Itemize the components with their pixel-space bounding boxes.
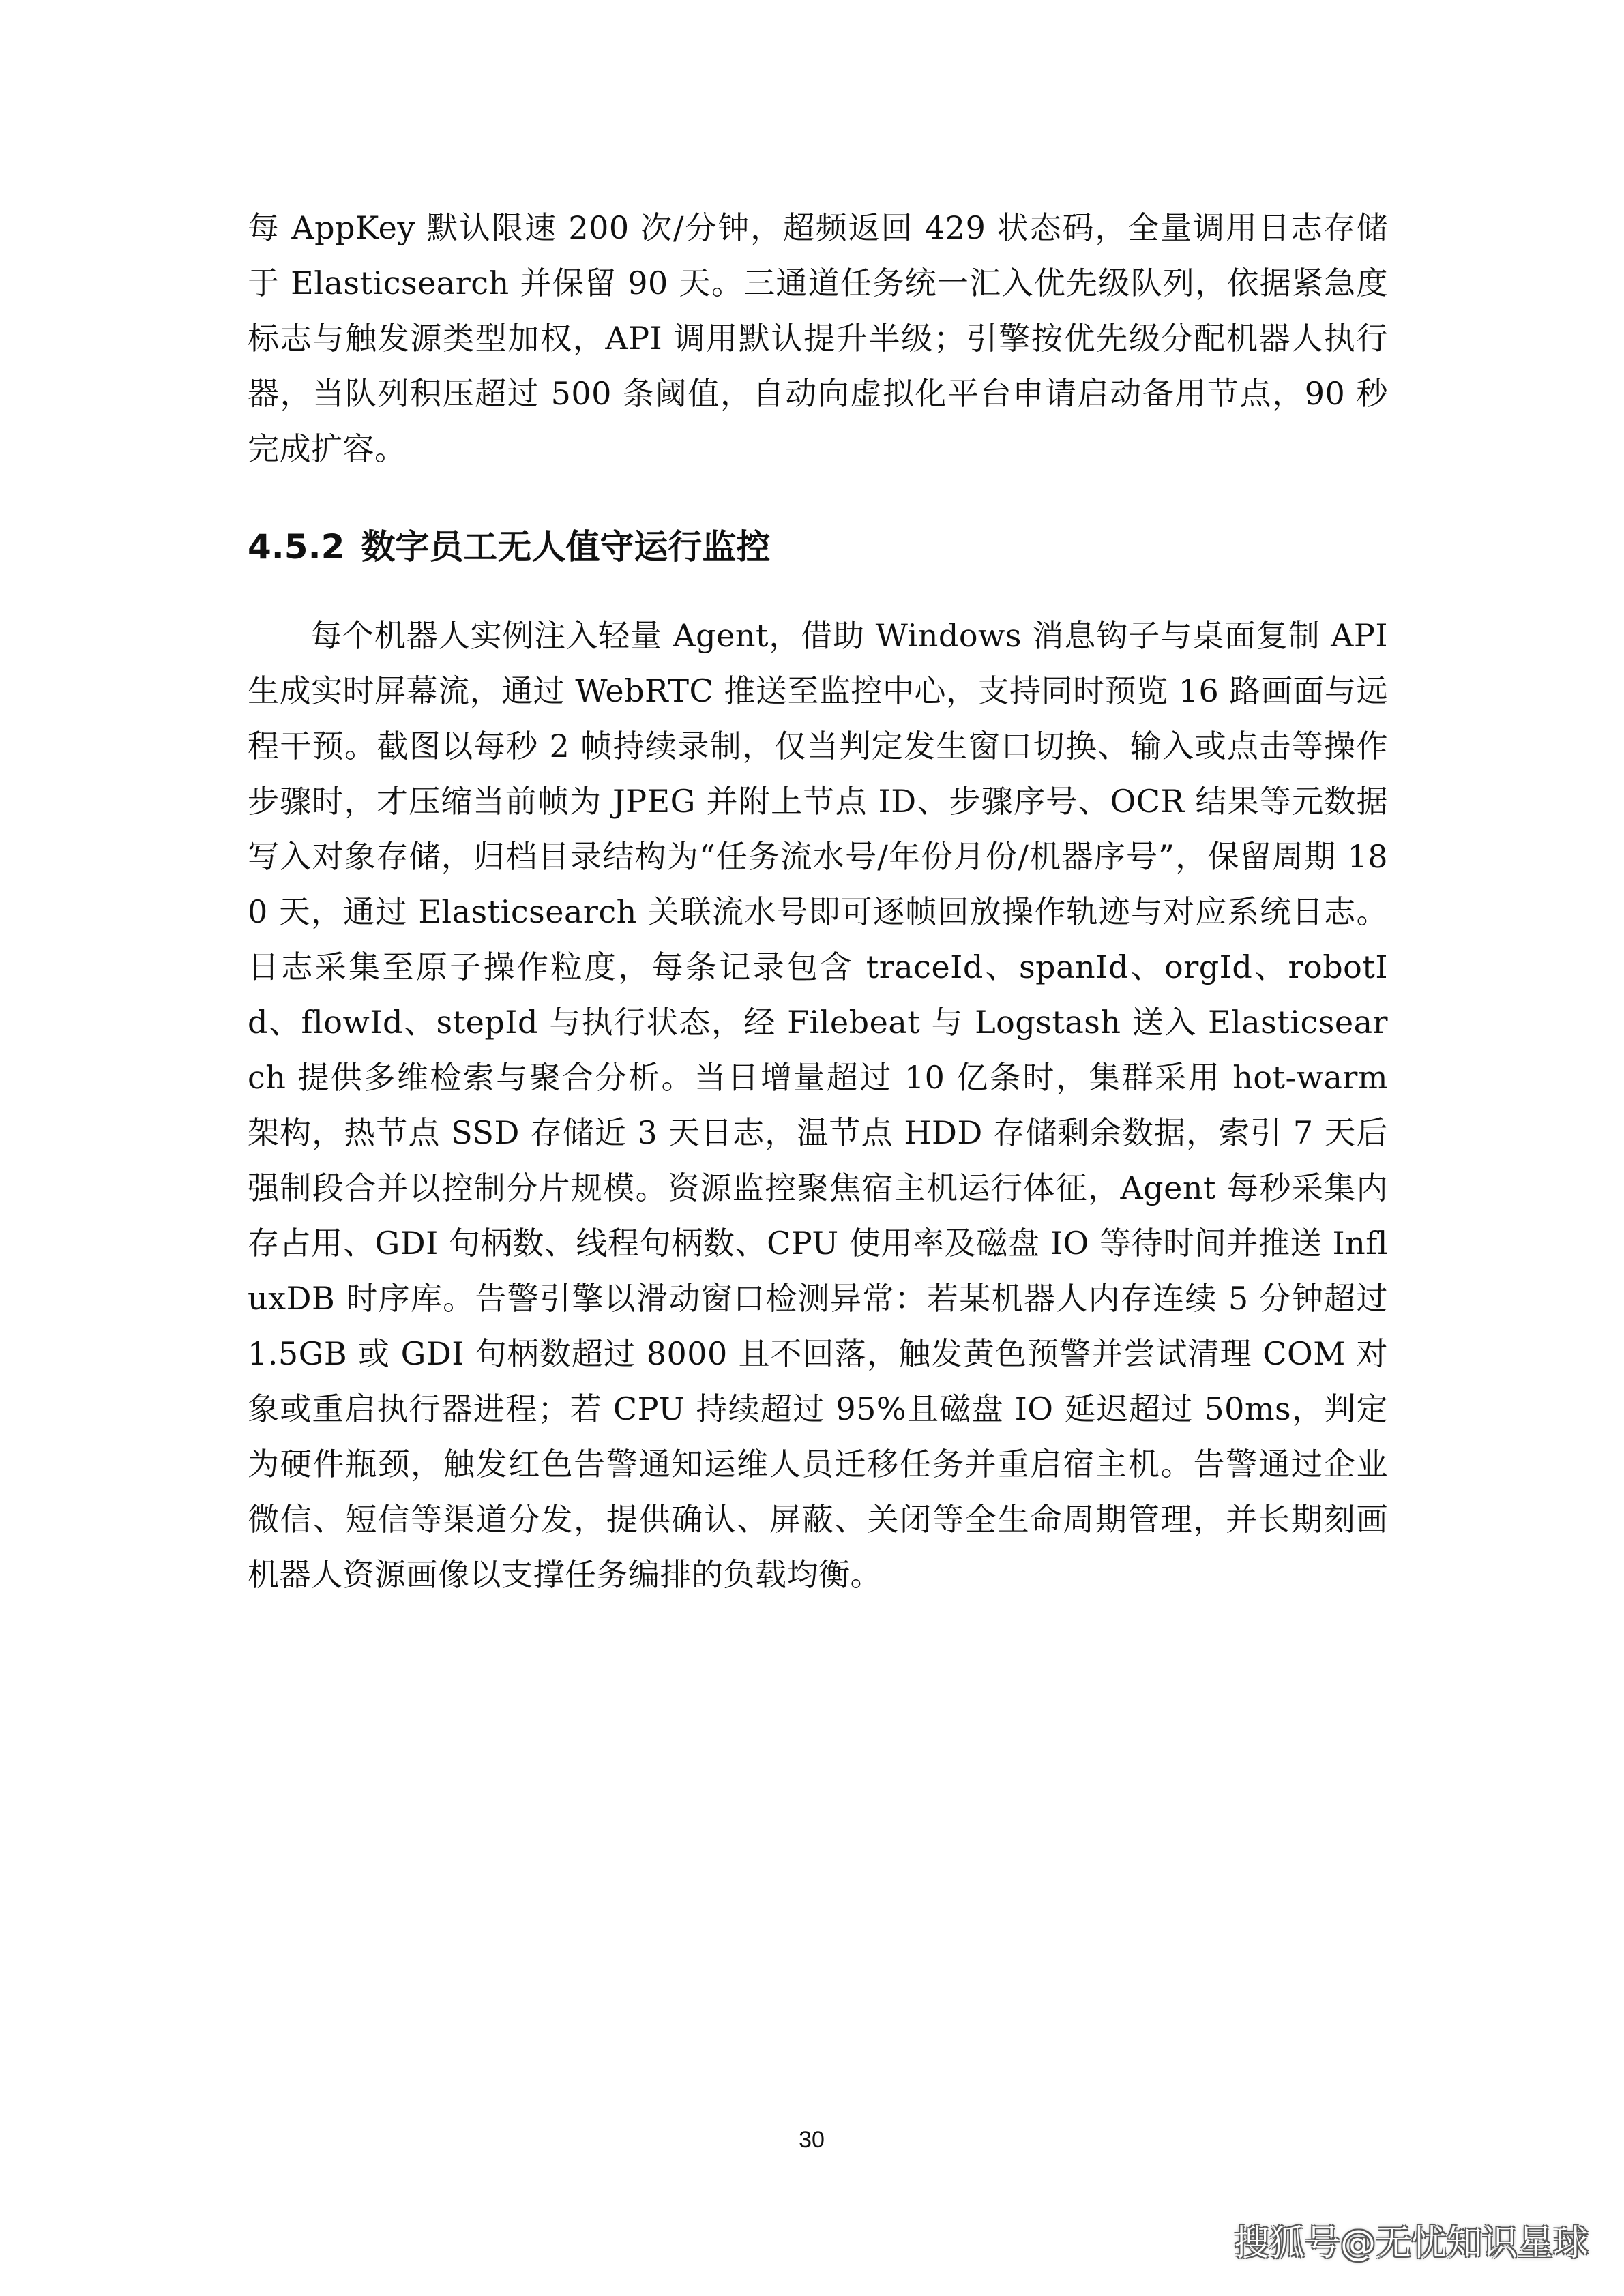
paragraph-continued: 每 AppKey 默认限速 200 次/分钟，超频返回 429 状态码，全量调用日志存储于 Elasticsearch 并保留 90 天。三通道任务统一汇入优先级队列，依据紧急度标志与触发源类型加权，API 调用默认提升半级；引擎按优先级分配机器人执行器，当队列积压超过 500 条阈值，自动向虚拟化平台申请启动备用节点，90 秒完成扩容。 [248,209,1388,467]
page-number: 30 [799,2127,825,2153]
section-title: 数字员工无人值守运行监控 [361,527,771,567]
watermark: 搜狐号@无忧知识星球 [1233,2223,1589,2264]
section-heading [248,520,770,574]
section-number: 4.5.2 [248,527,345,567]
paragraph-main: 每个机器人实例注入轻量 Agent，借助 Windows 消息钩子与桌面复制 API 生成实时屏幕流，通过 WebRTC 推送至监控中心，支持同时预览 16 路画面与远程干预。截图以每秒 2 帧持续录制，仅当判定发生窗口切换、输入或点击等操作步骤时，才压缩当前帧为 JPEG 并附上节点 ID、步骤序号、OCR 结果等元数据写入对象存储，归档目录结构为“任务流水号/年份月份/机器序号”，保留周期 180 天，通过 Elasticsearch 关联流水号即可逐帧回放操作轨迹与对应系统日志。日志采集至原子操作粒度，每条记录包含 traceId、spanId、orgId、robotId、flowId、stepId 与执行状态，经 Filebeat 与 Logstash 送入 Elasticsearch 提供多维检索与聚合分析。当日增量超过 10 亿条时，集群采用 hot-warm 架构，热节点 SSD 存储近 3 天日志，温节点 HDD 存储剩余数据，索引 7 天后强制段合并以控制分片规模。资源监控聚焦宿主机运行体征，Agent 每秒采集内存占用、GDI 句柄数、线程句柄数、CPU 使用率及磁盘 IO 等待时间并推送 InfluxDB 时序库。告警引擎以滑动窗口检测异常：若某机器人内存连续 5 分钟超过 1.5GB 或 GDI 句柄数超过 8000 且不回落，触发黄色预警并尝试清理 COM 对象或重启执行器进程；若 CPU 持续超过 95%且磁盘 IO 延迟超过 50ms，判定为硬件瓶颈，触发红色告警通知运维人员迁移任务并重启宿主机。告警通过企业微信、短信等渠道分发，提供确认、屏蔽、关闭等全生命周期管理，并长期刻画机器人资源画像以支撑任务编排的负载均衡。 [248,617,1388,1593]
